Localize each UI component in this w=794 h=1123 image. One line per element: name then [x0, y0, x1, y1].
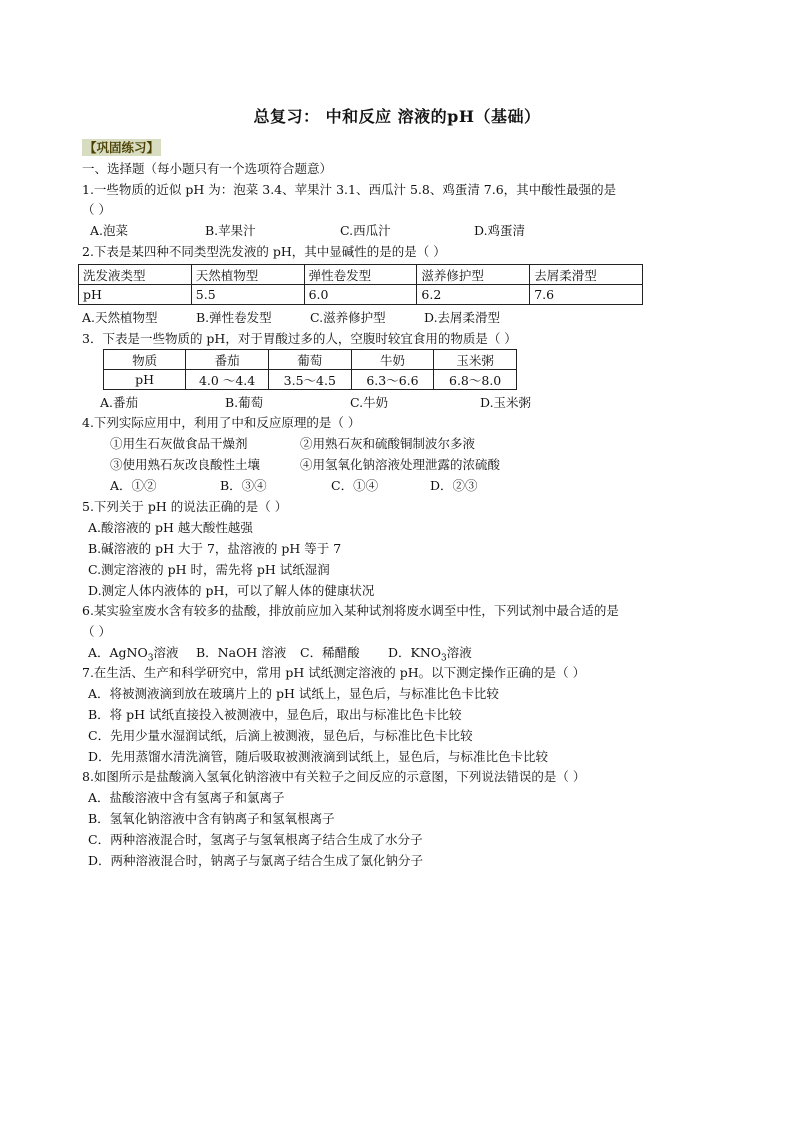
table-cell: 天然植物型 — [191, 265, 304, 285]
q8-option-d: D．两种溶液混合时，钠离子与氯离子结合生成了氯化钠分子 — [88, 853, 424, 868]
part-heading: 一、选择题（每小题只有一个选项符合题意） — [82, 161, 333, 176]
table-cell: 6.3～6.6 — [351, 370, 434, 390]
table-row — [104, 370, 517, 390]
page-title: 总复习： 中和反应 溶液的pH（基础） — [253, 107, 541, 126]
table-header-row — [104, 350, 517, 370]
q5-option-b: B.碱溶液的 pH 大于 7，盐溶液的 pH 等于 7 — [88, 541, 342, 556]
q1-option-a: A.泡菜 — [90, 223, 129, 238]
table-cell: 3.5～4.5 — [268, 370, 351, 390]
q1-option-c: C.西瓜汁 — [340, 223, 391, 238]
q6-option-c: C．稀醋酸 — [300, 645, 360, 660]
q7-option-d: D．先用蒸馏水清洗滴管，随后吸取被测液滴到试纸上，显色后，与标准比色卡比较 — [88, 749, 549, 764]
table-cell: 葡萄 — [268, 350, 351, 370]
q3-option-c: C.牛奶 — [350, 395, 389, 410]
table-cell: 5.5 — [191, 285, 304, 305]
question-5-stem: 5.下列关于 pH 的说法正确的是（ ） — [82, 499, 288, 514]
q2-option-a: A.天然植物型 — [82, 310, 158, 325]
table-cell: pH — [104, 370, 186, 390]
q4-item-3: ③使用熟石灰改良酸性土壤 — [110, 457, 261, 472]
food-ph-table — [103, 349, 517, 390]
question-2-stem: 2.下表是某四种不同类型洗发液的 pH，其中显碱性的是的是（ ） — [82, 244, 446, 259]
q4-item-2: ②用熟石灰和硫酸铜制波尔多液 — [300, 436, 476, 451]
q4-option-c: C．①④ — [331, 478, 379, 493]
shampoo-ph-table — [78, 264, 643, 305]
section-label: 【巩固练习】 — [84, 140, 160, 155]
table-cell: 弹性卷发型 — [304, 265, 417, 285]
table-cell: 洗发液类型 — [79, 265, 192, 285]
question-6-paren: （ ） — [82, 624, 111, 639]
q7-option-c: C．先用少量水湿润试纸，后滴上被测液，显色后，与标准比色卡比较 — [88, 728, 473, 743]
table-cell: 番茄 — [186, 350, 269, 370]
table-cell: 物质 — [104, 350, 186, 370]
q2-option-c: C.滋养修护型 — [310, 310, 386, 325]
q4-item-1: ①用生石灰做食品干燥剂 — [110, 436, 248, 451]
table-cell: 7.6 — [530, 285, 643, 305]
table-cell: 6.8～8.0 — [434, 370, 517, 390]
q2-option-d: D.去屑柔滑型 — [424, 310, 501, 325]
table-cell: 去屑柔滑型 — [530, 265, 643, 285]
table-cell: 玉米粥 — [434, 350, 517, 370]
q5-option-c: C.测定溶液的 pH 时，需先将 pH 试纸湿润 — [88, 562, 330, 577]
q5-option-a: A.酸溶液的 pH 越大酸性越强 — [88, 520, 253, 535]
question-3-stem: 3．下表是一些物质的 pH，对于胃酸过多的人，空腹时较宜食用的物质是（ ） — [82, 331, 517, 346]
q6-option-d: D．$KNO_3$溶液 — [388, 645, 472, 664]
question-1-paren: （ ） — [82, 202, 111, 217]
q8-option-c: C．两种溶液混合时，氢离子与氢氧根离子结合生成了水分子 — [88, 832, 423, 847]
q6-option-a: A．AgNO$_3$溶液 — [88, 645, 179, 664]
question-4-stem: 4.下列实际应用中，利用了中和反应原理的是（ ） — [82, 415, 361, 430]
q3-option-a: A.番茄 — [100, 395, 139, 410]
question-1-stem: 1.一些物质的近似 pH 为：泡菜 3.4、苹果汁 3.1、西瓜汁 5.8、鸡蛋清 7.6，其中酸性最强的是 — [82, 182, 617, 197]
question-7-stem: 7.在生活、生产和科学研究中，常用 pH 试纸测定溶液的 pH。以下测定操作正确的是（ ） — [82, 665, 586, 680]
q4-option-a: A．①② — [110, 478, 157, 493]
table-row — [79, 285, 643, 305]
question-8-stem: 8.如图所示是盐酸滴入氢氧化钠溶液中有关粒子之间反应的示意图，下列说法错误的是（ ） — [82, 769, 586, 784]
q1-option-b: B.苹果汁 — [205, 223, 256, 238]
q8-option-b: B．氢氧化钠溶液中含有钠离子和氢氧根离子 — [88, 811, 335, 826]
table-cell: 6.2 — [417, 285, 530, 305]
table-cell: 滋养修护型 — [417, 265, 530, 285]
question-6-stem: 6.某实验室废水含有较多的盐酸，排放前应加入某种试剂将废水调至中性，下列试剂中最合适的是 — [82, 603, 619, 618]
q3-option-d: D.玉米粥 — [480, 395, 532, 410]
q7-option-a: A．将被测液滴到放在玻璃片上的 pH 试纸上，显色后，与标准比色卡比较 — [88, 686, 499, 701]
q1-option-d: D.鸡蛋清 — [474, 223, 526, 238]
q7-option-b: B．将 pH 试纸直接投入被测液中，显色后，取出与标准比色卡比较 — [88, 707, 462, 722]
table-cell: 6.0 — [304, 285, 417, 305]
q4-option-b: B．③④ — [220, 478, 267, 493]
q2-option-b: B.弹性卷发型 — [196, 310, 272, 325]
table-cell: pH — [79, 285, 192, 305]
table-header-row — [79, 265, 643, 285]
q3-option-b: B.葡萄 — [225, 395, 264, 410]
q5-option-d: D.测定人体内液体的 pH，可以了解人体的健康状况 — [88, 583, 375, 598]
table-cell: 4.0 ～4.4 — [186, 370, 269, 390]
q6-option-b: B．NaOH 溶液 — [196, 645, 287, 660]
table-cell: 牛奶 — [351, 350, 434, 370]
q4-item-4: ④用氢氧化钠溶液处理泄露的浓硫酸 — [300, 457, 501, 472]
q8-option-a: A．盐酸溶液中含有氢离子和氯离子 — [88, 790, 285, 805]
q4-option-d: D．②③ — [430, 478, 478, 493]
